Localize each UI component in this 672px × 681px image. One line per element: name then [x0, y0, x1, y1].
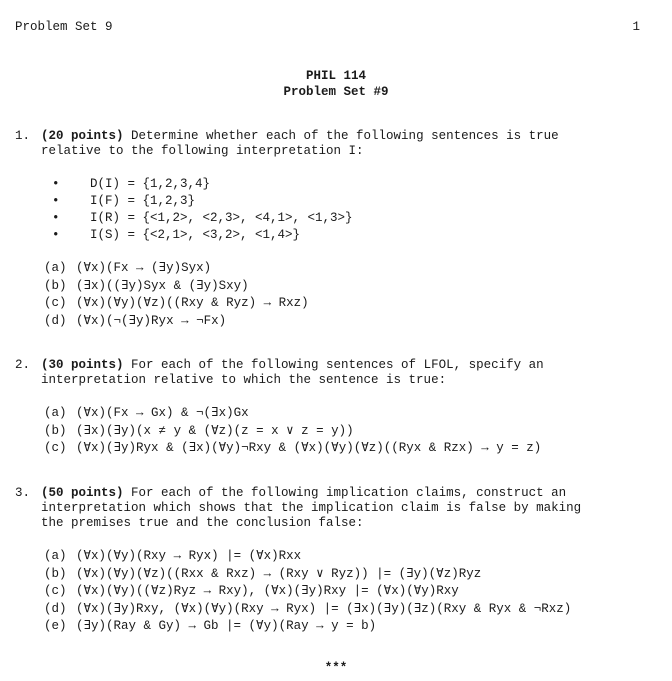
bullet: •	[52, 211, 60, 225]
implication-item: (e) (∃y)(Ray & Gy) → Gb |= (∀y)(Ray → y = b)	[44, 619, 377, 633]
problem-1-items	[44, 260, 309, 330]
sentence-item: (b) (∃x)(∃y)(x ≠ y & (∀z)(z = x ∨ z = y))	[44, 423, 354, 438]
bullet: •	[52, 177, 60, 191]
problem-text-line: relative to the following interpretation I:	[41, 144, 364, 158]
problem-text-line: For each of the following sentences of LFOL, specify an	[123, 358, 544, 372]
problem-text	[41, 358, 635, 388]
problem-3	[15, 486, 635, 531]
sentence-item: (a) (∀x)(Fx → Gx) & ¬(∃x)Gx	[44, 406, 249, 420]
problem-text-line: interpretation relative to which the sentence is true:	[41, 373, 447, 387]
problem-text-line: interpretation which shows that the implication claim is false by making	[41, 501, 582, 515]
implication-item: (d) (∀x)(∃y)Rxy, (∀x)(∀y)(Rxy → Ryx) |= (∃x)(∃y)(∃z)(Rxy & Ryx & ¬Rxz)	[44, 601, 572, 616]
sentence-item: (a) (∀x)(Fx → (∃y)Syx)	[44, 261, 212, 275]
problem-text-line: the premises true and the conclusion false:	[41, 516, 364, 530]
sentence-item: (c) (∀x)(∃y)Ryx & (∃x)(∀y)¬Rxy & (∀x)(∀y)(∀z)((Ryx & Rzx) → y = z)	[44, 441, 542, 455]
problem-2-items	[44, 405, 541, 458]
definition-item: • D(I) = {1,2,3,4}	[52, 177, 211, 191]
problem-points: (30 points)	[41, 358, 124, 372]
sentence-item: (d) (∀x)(¬(∃y)Ryx → ¬Fx)	[44, 313, 227, 328]
problem-number: 1.	[15, 129, 31, 143]
definition-item: • I(R) = {<1,2>, <2,3>, <4,1>, <1,3>}	[52, 211, 353, 225]
document-title	[0, 68, 672, 100]
problem-1	[15, 129, 635, 159]
course-title: PHIL 114	[305, 69, 366, 83]
running-header: Problem Set 9	[15, 20, 113, 34]
sentence-item: (c) (∀x)(∀y)(∀z)((Rxy & Ryz) → Rxz)	[44, 296, 309, 310]
problem-set-title: Problem Set #9	[283, 85, 389, 99]
sentence-item: (b) (∃x)((∃y)Syx & (∃y)Sxy)	[44, 278, 249, 293]
implication-item: (c) (∀x)(∀y)((∀z)Ryz → Rxy), (∀x)(∃y)Rxy |= (∀x)(∀y)Rxy	[44, 584, 459, 598]
end-marker: ***	[324, 661, 348, 675]
problem-2	[15, 358, 635, 388]
implication-item: (b) (∀x)(∀y)(∀z)((Rxx & Rxz) → (Rxy ∨ Ryz)) |= (∃y)(∀z)Ryz	[44, 566, 482, 581]
problem-points: (50 points)	[41, 486, 124, 500]
problem-points: (20 points)	[41, 129, 124, 143]
definition-item: • I(F) = {1,2,3}	[52, 194, 196, 208]
problem-3-items	[44, 548, 571, 636]
problem-number: 2.	[15, 358, 31, 372]
problem-text-line: For each of the following implication claims, construct an	[123, 486, 567, 500]
problem-text-line: Determine whether each of the following sentences is true	[123, 129, 559, 143]
bullet: •	[52, 228, 60, 242]
problem-text	[41, 129, 635, 159]
problem-text	[41, 486, 635, 531]
problem-number: 3.	[15, 486, 31, 500]
interpretation-definitions	[52, 176, 353, 244]
bullet: •	[52, 194, 60, 208]
definition-item: • I(S) = {<2,1>, <3,2>, <1,4>}	[52, 228, 301, 242]
page-number: 1	[632, 20, 640, 34]
implication-item: (a) (∀x)(∀y)(Rxy → Ryx) |= (∀x)Rxx	[44, 549, 302, 563]
